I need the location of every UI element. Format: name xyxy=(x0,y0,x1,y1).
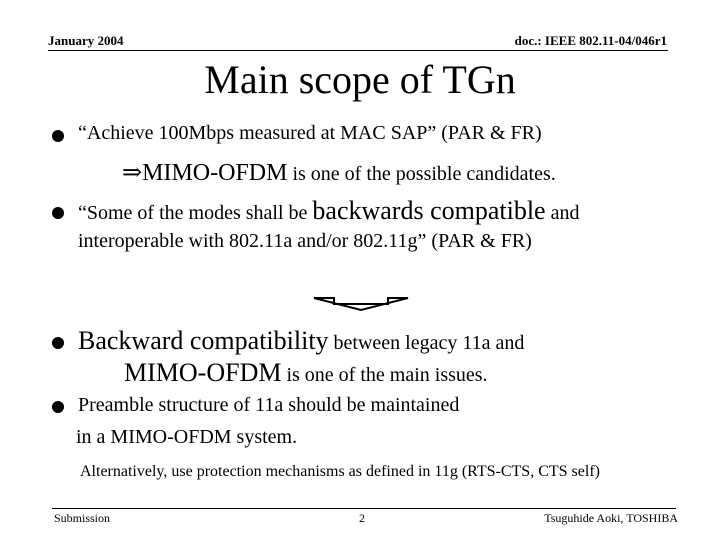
bullet-icon xyxy=(52,337,64,349)
bullet-3-line-2-rest: is one of the main issues. xyxy=(281,364,488,386)
footer-author: Tsuguhide Aoki, TOSHIBA xyxy=(544,511,678,525)
bullet-1-text: “Achieve 100Mbps measured at MAC SAP” (PAR & FR) xyxy=(78,122,542,144)
footer-submission: Submission xyxy=(54,511,111,525)
bullet-3-line-2 xyxy=(124,358,488,388)
bullet-3-rest: between legacy 11a and xyxy=(328,332,525,354)
bullet-icon xyxy=(52,207,64,219)
implies-arrow-icon: ⇒ xyxy=(122,160,143,186)
header-date: January 2004 xyxy=(48,33,124,48)
bullet-4-line-1: Preamble structure of 11a should be maintained xyxy=(78,394,460,416)
bullet-2-post: and xyxy=(545,202,580,224)
bullet-4-line-2: in a MIMO-OFDM system. xyxy=(76,426,298,448)
mimo-ofdm-emphasis-2: MIMO-OFDM xyxy=(124,358,282,387)
page-number: 2 xyxy=(359,511,365,525)
bullet-2-pre: “Some of the modes shall be xyxy=(78,202,313,224)
slide-title: Main scope of TGn xyxy=(204,57,516,102)
header-rule xyxy=(48,50,668,51)
mimo-ofdm-emphasis: MIMO-OFDM xyxy=(142,160,288,186)
header-doc-id: doc.: IEEE 802.11-04/046r1 xyxy=(514,33,667,48)
note-alternatively: Alternatively, use protection mechanisms as defined in 11g (RTS-CTS, CTS self) xyxy=(80,463,600,480)
bullet-1-subline-rest: is one of the possible candidates. xyxy=(287,163,556,185)
footer-rule xyxy=(52,508,676,509)
backward-compatibility-emphasis: Backward compatibility xyxy=(78,326,329,355)
bullet-2-line-1 xyxy=(78,196,579,226)
bullet-3-line-1 xyxy=(78,326,524,356)
bullet-icon xyxy=(52,401,64,413)
bullet-2-line-2: interoperable with 802.11a and/or 802.11g” (PAR & FR) xyxy=(78,230,532,252)
backwards-compatible-emphasis: backwards compatible xyxy=(312,196,546,225)
down-arrow-icon xyxy=(312,296,410,312)
bullet-icon xyxy=(52,130,64,142)
bullet-1-subline xyxy=(122,158,556,187)
